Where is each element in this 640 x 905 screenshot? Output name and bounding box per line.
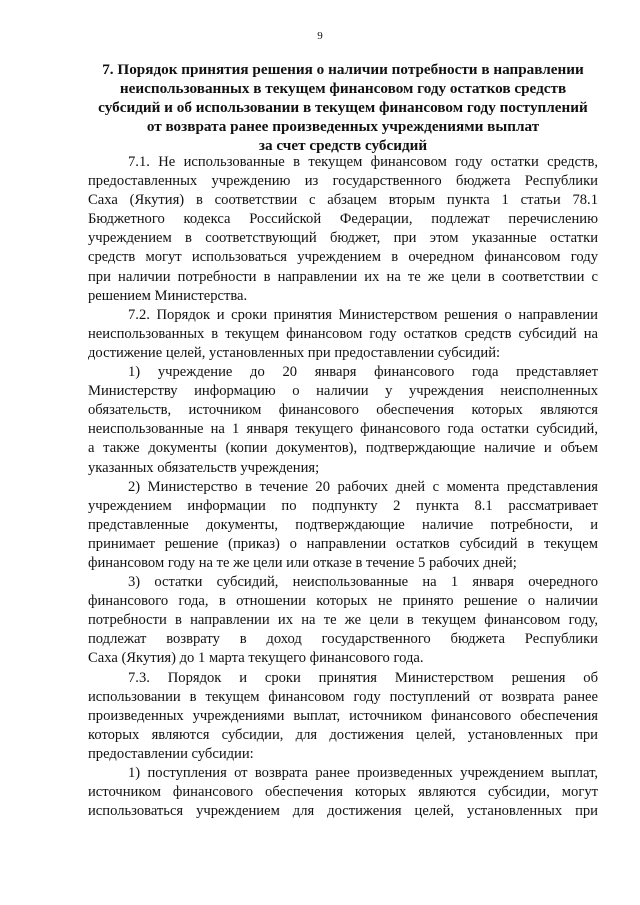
paragraph-line: предоставленных учреждению из государственного бюджета Республики: [88, 173, 598, 190]
paragraph-line: Бюджетного кодекса Российской Федерации, подлежат перечислению: [88, 211, 598, 228]
paragraph-line: неиспользованные на 1 января текущего финансового года остатки субсидий,: [88, 421, 598, 438]
section-title-line: за счет средств субсидий: [258, 137, 428, 154]
paragraph-line: 7.1. Не использованные в текущем финансовом году остатки средств,: [128, 154, 598, 170]
document-body: [88, 153, 598, 821]
paragraph-line: 1) учреждение до 20 января финансового года представляет: [128, 364, 598, 381]
paragraph-line: средств могут использоваться учреждением в очередном финансовом году: [88, 249, 598, 266]
paragraph-line: принимает решение (приказ) о направлении остатков субсидий в текущем: [88, 535, 598, 552]
paragraph-line: Министерству информацию о наличии у учреждения неисполненных: [88, 383, 598, 400]
paragraph: [88, 153, 598, 306]
paragraph-line: неиспользованных в текущем финансовом году остатков средств субсидий на: [88, 325, 598, 342]
paragraph-line: Саха (Якутия) в соответствии с абзацем вторым пункта 1 статьи 78.1: [88, 192, 598, 209]
section-title-line: от возврата ранее произведенных учреждениями выплат: [146, 118, 540, 135]
paragraph-line: учреждением информации по подпункту 2 пункта 8.1 рассматривает: [88, 497, 598, 514]
section-title-line: неиспользованных в текущем финансовом году остатков средств: [119, 80, 567, 97]
paragraph: [88, 669, 598, 764]
paragraph-line: 1) поступления от возврата ранее произведенных учреждением выплат,: [128, 765, 598, 781]
paragraph: [88, 306, 598, 363]
paragraph-line: представленные документы, подтверждающие наличие потребности, и: [88, 516, 598, 533]
paragraph-line: подлежат возврату в доход государственного бюджета Республики: [88, 631, 598, 648]
paragraph-line: использоваться учреждением для достижения целей, установленных при: [88, 803, 598, 820]
paragraph: [88, 363, 598, 478]
paragraph-line: финансового года, в отношении которых не принято решение о наличии: [88, 593, 598, 610]
paragraph-line: которых являются субсидии, для достижения целей, установленных при: [88, 726, 598, 743]
paragraph-line: потребности в направлении их на те же цели в текущем финансовом году,: [88, 612, 598, 629]
paragraph-line: произведенных учреждениями выплат, источником финансового обеспечения: [88, 707, 598, 724]
paragraph-line: обязательств, источником финансового обеспечения которых являются: [88, 402, 598, 419]
section-title-line: субсидий и об использовании в текущем финансовом году поступлений: [98, 99, 588, 116]
paragraph-line: 3) остатки субсидий, неиспользованные на 1 января очередного: [128, 574, 598, 591]
paragraph: [88, 478, 598, 573]
paragraph-line: учреждением в соответствующий бюджет, при этом указанные остатки: [88, 230, 598, 247]
paragraph-line: при наличии потребности в направлении их на те же цели в соответствии с: [88, 268, 598, 285]
paragraph-line: достижение целей, установленных при предоставлении субсидий:: [88, 344, 501, 361]
paragraph-line: использовании в текущем финансовом году поступлений от возврата ранее: [88, 688, 598, 705]
paragraph-line: источником финансового обеспечения которых являются субсидии, могут: [88, 784, 598, 801]
section-title: [88, 60, 598, 155]
paragraph-line: а также документы (копии документов), подтверждающие наличие и объем: [88, 440, 598, 457]
paragraph-line: Саха (Якутия) до 1 марта текущего финансового года.: [88, 650, 424, 667]
paragraph-line: решением Министерства.: [88, 287, 248, 304]
paragraph-line: 7.2. Порядок и сроки принятия Министерством решения о направлении: [128, 306, 598, 323]
paragraph: [88, 764, 598, 821]
paragraph-line: 7.3. Порядок и сроки принятия Министерством решения об: [128, 669, 598, 686]
paragraph-line: 2) Министерство в течение 20 рабочих дней с момента представления: [128, 478, 598, 495]
section-title-line: 7. Порядок принятия решения о наличии потребности в направлении: [102, 61, 584, 78]
paragraph: [88, 573, 598, 668]
page-number: 9: [317, 30, 323, 42]
paragraph-line: предоставлении субсидии:: [88, 745, 254, 762]
paragraph-line: указанных обязательств учреждения;: [88, 459, 320, 476]
paragraph-line: финансовом году на те же цели или отказе в течение 5 рабочих дней;: [88, 554, 517, 571]
